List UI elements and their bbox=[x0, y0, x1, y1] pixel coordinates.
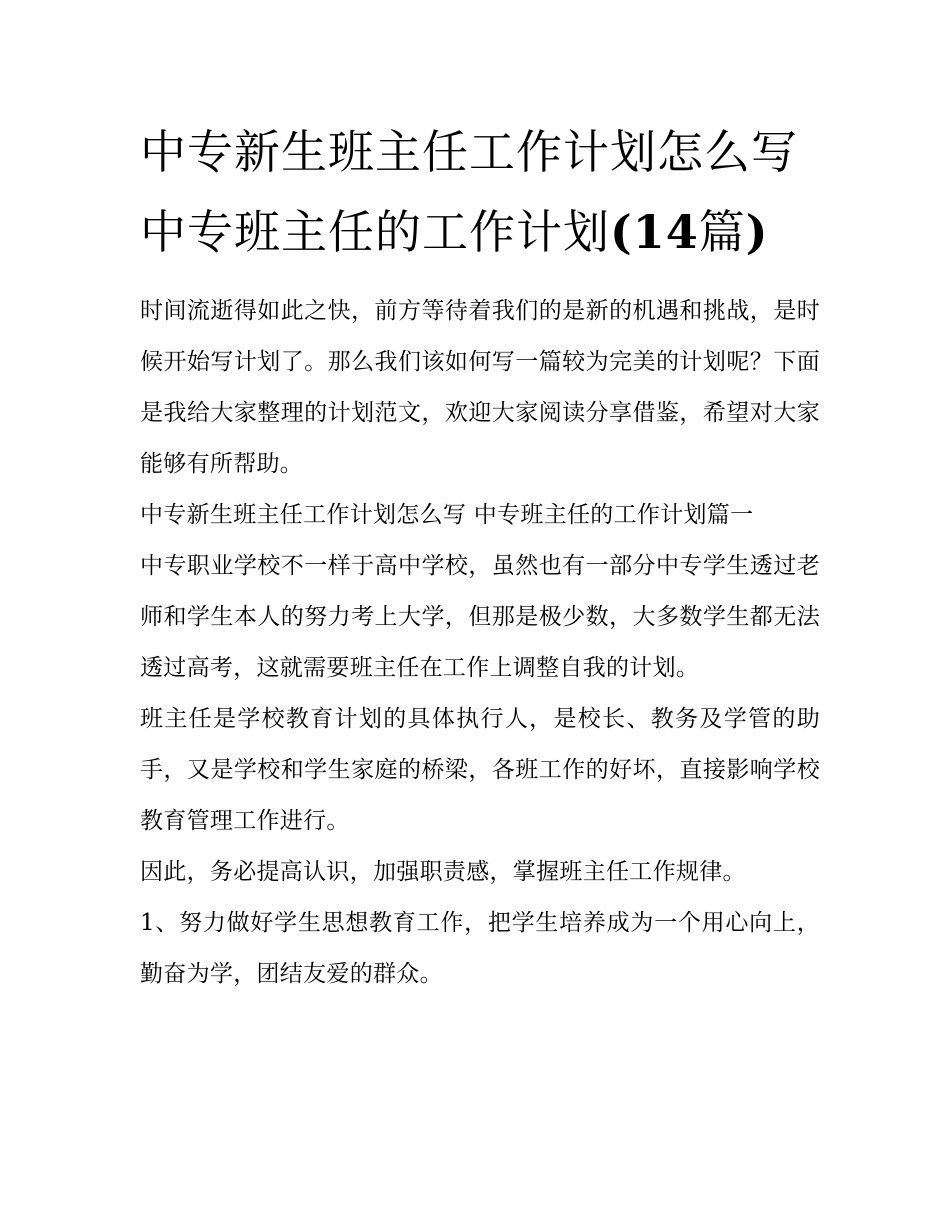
paragraph-awareness: 因此，务必提高认识，加强职责感，掌握班主任工作规律。 bbox=[140, 859, 746, 885]
paragraph-teacher-role: 班主任是学校教育计划的具体执行人，是校长、教务及学管的助手，又是学校和学生家庭的桥梁，各班工作的好坏，直接影响学校教育管理工作进行。 bbox=[140, 706, 820, 834]
document-body bbox=[140, 286, 820, 1000]
paragraph-section-heading: 中专新生班主任工作计划怎么写 中专班主任的工作计划篇一 bbox=[140, 502, 754, 528]
paragraph-school-difference: 中专职业学校不一样于高中学校，虽然也有一部分中专学生透过老师和学生本人的努力考上大学，但那是极少数，大多数学生都无法透过高考，这就需要班主任在工作上调整自我的计划。 bbox=[140, 553, 820, 681]
paragraph-intro: 时间流逝得如此之快，前方等待着我们的是新的机遇和挑战，是时候开始写计划了。那么我们该如何写一篇较为完美的计划呢？下面是我给大家整理的计划范文，欢迎大家阅读分享借鉴，希望对大家能够有所帮助。 bbox=[140, 298, 820, 477]
paragraph-item-1: 1、努力做好学生思想教育工作，把学生培养成为一个用心向上，勤奋为学，团结友爱的群众。 bbox=[140, 910, 820, 987]
document-page bbox=[140, 112, 820, 1000]
document-title: 中专新生班主任工作计划怎么写 中专班主任的工作计划(14篇) bbox=[140, 125, 798, 259]
